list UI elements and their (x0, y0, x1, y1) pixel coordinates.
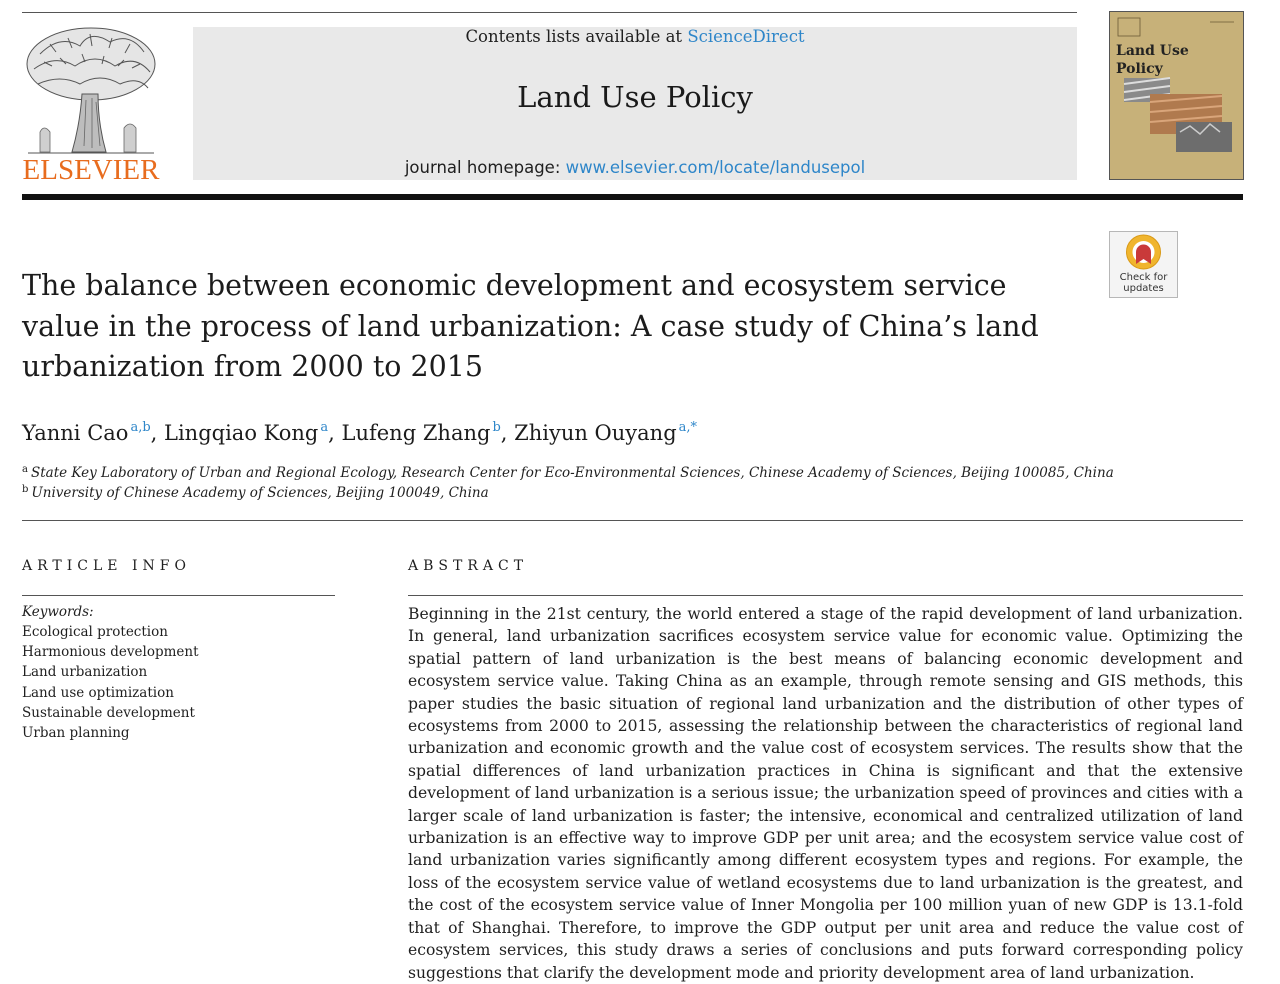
contents-line (193, 27, 1077, 47)
author-name[interactable]: Lufeng Zhang (341, 421, 491, 445)
author-separator: , (150, 421, 165, 445)
journal-masthead (193, 27, 1077, 180)
header-thick-rule (22, 194, 1243, 200)
author-affiliation-marker[interactable]: a,* (678, 420, 698, 435)
keyword-item: Ecological protection (22, 624, 168, 640)
author-name[interactable]: Lingqiao Kong (164, 421, 319, 445)
contents-prefix: Contents lists available at (465, 27, 688, 46)
svg-text:ELSEVIER: ELSEVIER (22, 154, 160, 186)
section-divider (22, 520, 1243, 521)
abstract-rule (408, 595, 1243, 596)
keyword-item: Urban planning (22, 725, 130, 742)
journal-cover[interactable] (1109, 11, 1244, 180)
elsevier-logo[interactable] (20, 24, 162, 186)
cover-title: Land Use Policy (1116, 43, 1189, 77)
author-list (22, 408, 922, 453)
author-affiliation-marker[interactable]: b (492, 420, 501, 435)
author-separator: , (500, 421, 515, 445)
top-rule (22, 12, 1077, 13)
author-affiliation-marker[interactable]: a,b (130, 420, 151, 435)
affiliation-b (22, 480, 1122, 503)
svg-text:updates: updates (1123, 283, 1164, 294)
article-info-heading: ARTICLE INFO (22, 558, 191, 574)
homepage-prefix: journal homepage: (404, 158, 566, 177)
paper-title: The balance between economic development and ecosystem service value in the process of land urbanization: A case study of China’s land urbanization from 2000 to 2015 (22, 269, 1039, 383)
svg-text:Check for: Check for (1119, 272, 1168, 283)
affiliation-mark: b (22, 484, 29, 495)
abstract-heading: ABSTRACT (408, 558, 529, 574)
keyword-list (22, 622, 199, 743)
author-name[interactable]: Yanni Cao (22, 421, 129, 445)
article-info-rule (22, 595, 335, 596)
cover-image-icon (1110, 12, 1243, 179)
keyword-item: Land urbanization (22, 664, 148, 681)
journal-title: Land Use Policy (517, 80, 753, 114)
affiliation-text: State Key Laboratory of Urban and Regional Ecology, Research Center for Eco-Environmental Sciences, Chinese Academy of Sciences, Beijing 100085, China (30, 465, 1114, 481)
keyword-item: Land use optimization (22, 684, 174, 701)
crossmark-icon (1110, 232, 1177, 297)
author-name[interactable]: Zhiyun Ouyang (514, 421, 677, 445)
elsevier-tree-icon (20, 24, 162, 186)
abstract-text: Beginning in the 21st century, the world entered a stage of the rapid development of land urbanization. In general, land urbanization sacrifices ecosystem service value for economic value. Optimizing the spatial pattern of land urbanization is the best means of balancing economic development and ecosystem service value. Taking China as an example, through remote sensing and GIS methods, this paper studies the basic situation of regional land urbanization and the distribution of other types of ecosystems from 2000 to 2015, assessing the relationship between the characteristics of regional land urbanization and economic growth and the value cost of ecosystem services. The results show that the spatial differences of land urbanization practices in China is significant and that the extensive development of land urbanization is a serious issue; the urbanization speed of provinces and cities with a larger scale of land urbanization is faster; the intensive, economical and centralized utilization of land urbanization is an effective way to improve GDP per unit area; and the ecosystem service value cost of land urbanization varies significantly among different ecosystem types and regions. For example, the loss of the ecosystem service value of wetland ecosystems due to land urbanization is the greatest, and the cost of the ecosystem service value of Inner Mongolia per 100 million yuan of new GDP is 13.1-fold that of Shanghai. Therefore, to improve the GDP output per unit area and reduce the value cost of ecosystem services, this study draws a series of conclusions and puts forward corresponding policy suggestions that clarify the development mode and priority development area of land urbanization. (408, 605, 1243, 982)
sciencedirect-link[interactable]: ScienceDirect (687, 27, 805, 46)
homepage-line (193, 157, 1077, 179)
check-for-updates-badge[interactable] (1109, 231, 1178, 298)
keyword-item: Harmonious development (22, 644, 199, 661)
author-separator: , (328, 421, 342, 445)
affiliation-text: University of Chinese Academy of Sciences, Beijing 100049, China (31, 485, 489, 501)
author-affiliation-marker[interactable]: a (320, 420, 329, 435)
keyword-item: Sustainable development (22, 704, 195, 721)
affiliation-mark: a (22, 464, 28, 475)
keywords-label: Keywords: (22, 604, 94, 620)
journal-homepage-link[interactable]: www.elsevier.com/locate/landusepol (565, 158, 866, 177)
